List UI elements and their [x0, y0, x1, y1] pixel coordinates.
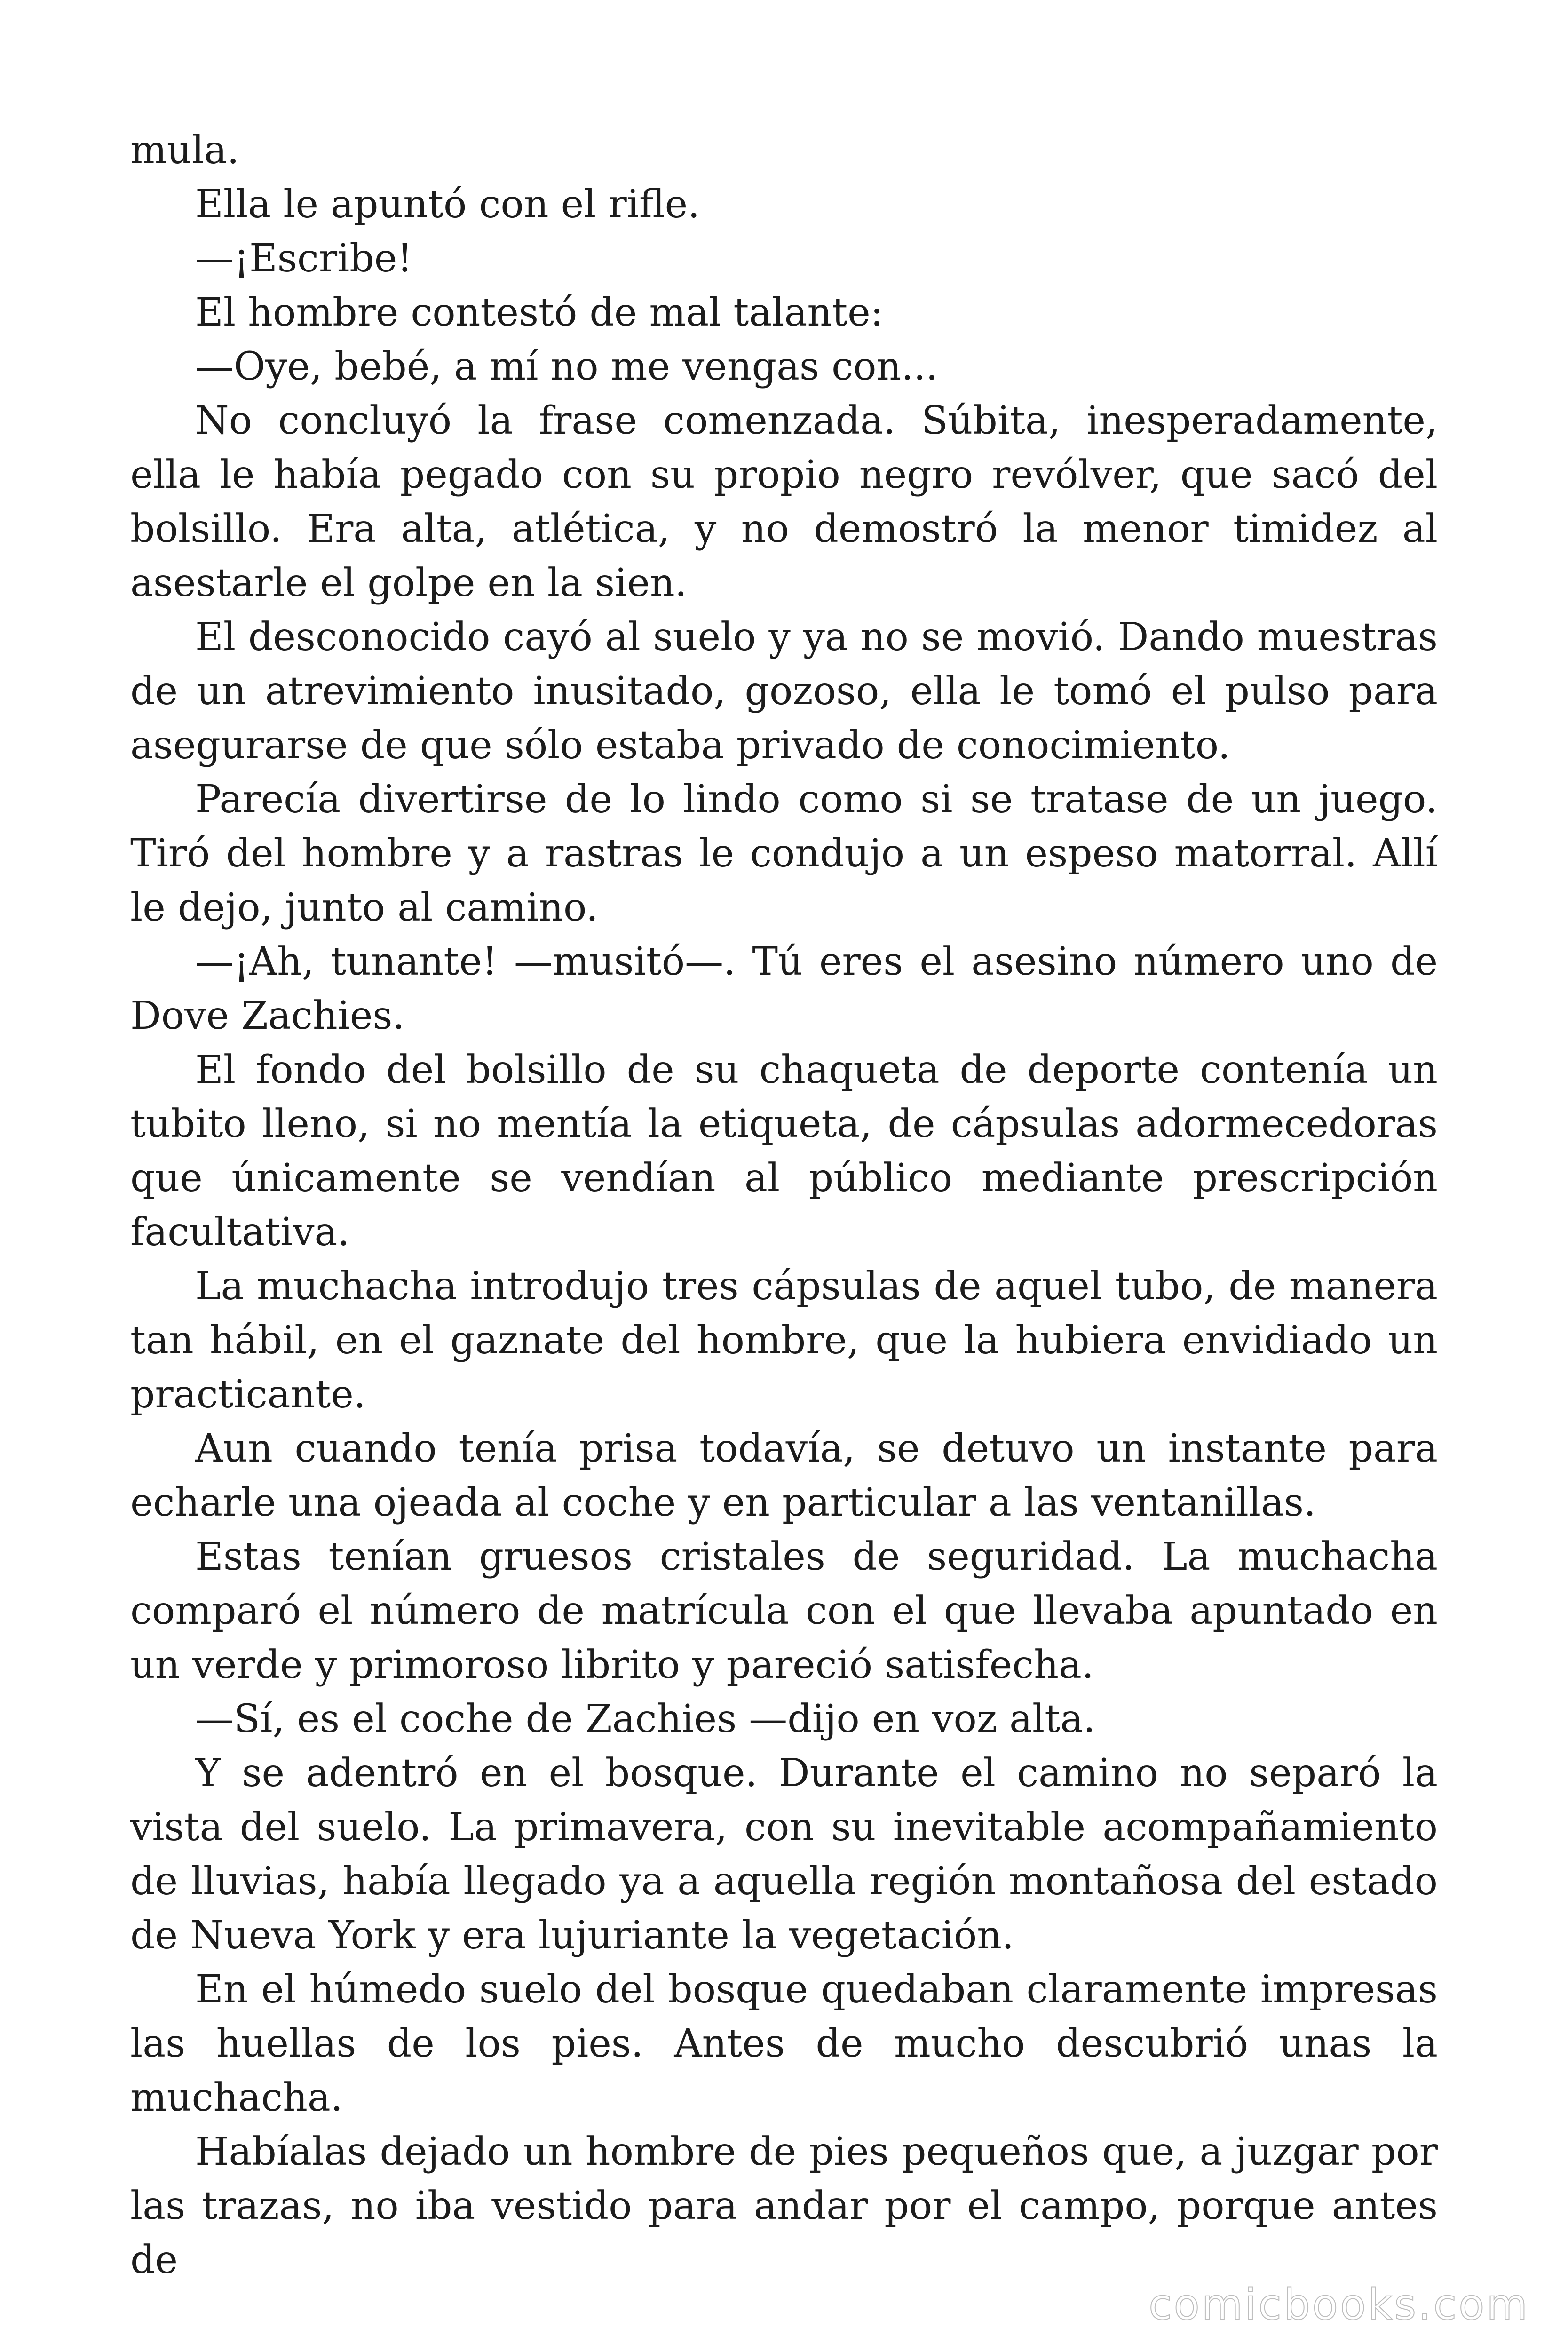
- paragraph: Estas tenían gruesos cristales de seguridad. La muchacha comparó el número de matrícula con el que llevaba apuntado en un verde y primoroso librito y pareció satisfecha.: [130, 1534, 1438, 1687]
- paragraph: El desconocido cayó al suelo y ya no se movió. Dando muestras de un atrevimiento inusitado, gozoso, ella le tomó el pulso para asegurarse de que sólo estaba privado de conocimiento.: [130, 615, 1438, 768]
- paragraph: Habíalas dejado un hombre de pies pequeños que, a juzgar por las trazas, no iba vestido para andar por el campo, porque antes de: [130, 2130, 1438, 2282]
- paragraph: Parecía divertirse de lo lindo como si se tratase de un juego. Tiró del hombre y a rastras le condujo a un espeso matorral. Allí le dejo, junto al camino.: [130, 777, 1438, 930]
- paragraph: —Sí, es el coche de Zachies —dijo en voz alta.: [195, 1697, 1096, 1741]
- page-text-body: [130, 123, 1438, 2287]
- paragraph: El fondo del bolsillo de su chaqueta de deporte contenía un tubito lleno, si no mentía la etiqueta, de cápsulas adormecedoras que únicamente se vendían al público mediante prescripción facultativa.: [130, 1048, 1438, 1255]
- paragraph: La muchacha introdujo tres cápsulas de aquel tubo, de manera tan hábil, en el gaznate del hombre, que la hubiera envidiado un practicante.: [130, 1264, 1438, 1417]
- paragraph: En el húmedo suelo del bosque quedaban claramente impresas las huellas de los pies. Antes de mucho descubrió unas la muchacha.: [130, 1967, 1438, 2120]
- paragraph: El hombre contestó de mal talante:: [195, 290, 884, 335]
- paragraph: No concluyó la frase comenzada. Súbita, inesperadamente, ella le había pegado con su propio negro revólver, que sacó del bolsillo. Era alta, atlética, y no demostró la menor timidez al asestarle el golpe en la sien.: [130, 398, 1438, 605]
- paragraph-continuation: mula.: [130, 128, 239, 173]
- paragraph: Aun cuando tenía prisa todavía, se detuvo un instante para echarle una ojeada al coche y en particular a las ventanillas.: [130, 1426, 1438, 1525]
- paragraph: Y se adentró en el bosque. Durante el camino no separó la vista del suelo. La primavera, con su inevitable acompañamiento de lluvias, había llegado ya a aquella región montañosa del estado de Nueva York y era lujuriante la vegetación.: [130, 1751, 1438, 1958]
- site-watermark: comicbooks.com: [1148, 2280, 1529, 2329]
- paragraph: —¡Escribe!: [195, 236, 413, 281]
- paragraph: Ella le apuntó con el rifle.: [195, 182, 700, 227]
- paragraph: —¡Ah, tunante! —musitó—. Tú eres el asesino número uno de Dove Zachies.: [130, 939, 1438, 1038]
- paragraph: —Oye, bebé, a mí no me vengas con...: [195, 344, 938, 389]
